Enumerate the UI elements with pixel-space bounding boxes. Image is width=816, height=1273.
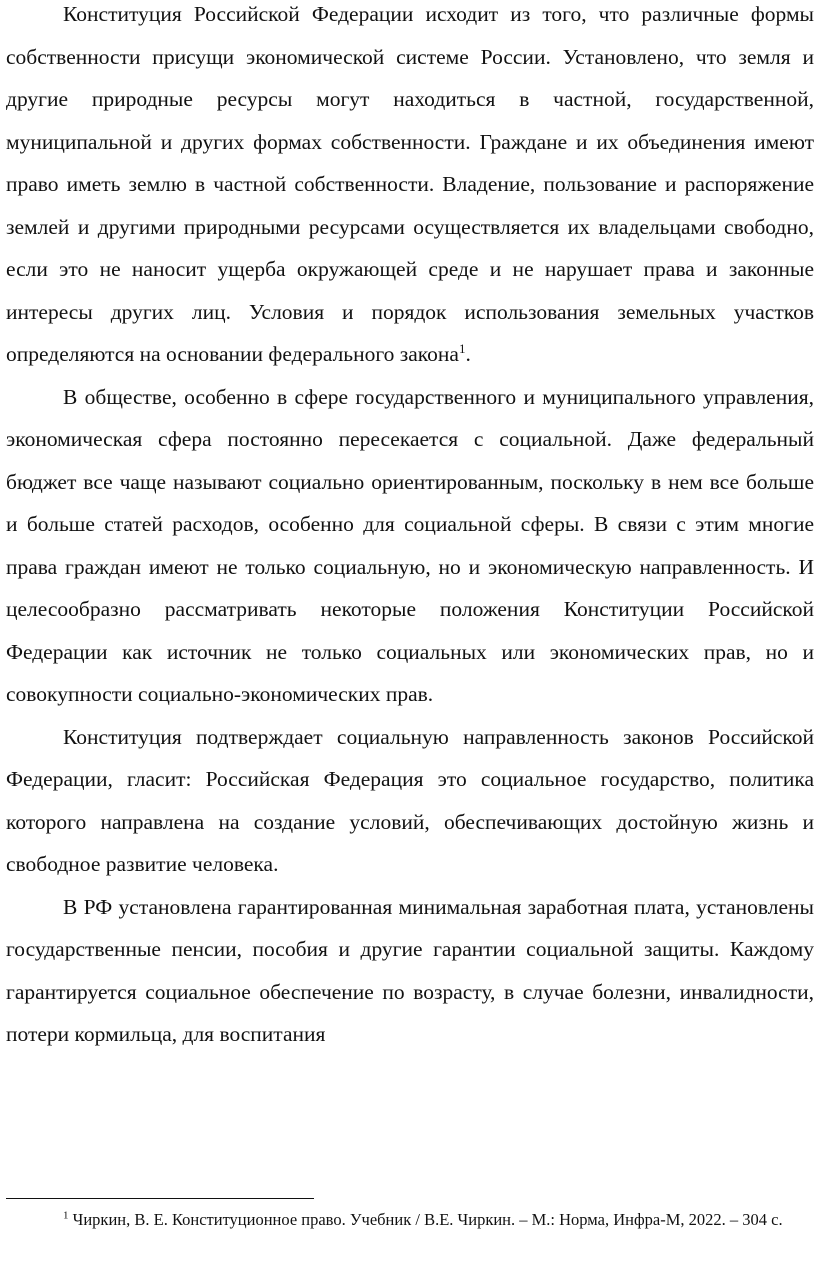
paragraph-text-end: . xyxy=(465,342,471,366)
paragraph xyxy=(6,376,814,716)
paragraph xyxy=(6,0,814,376)
paragraph xyxy=(6,886,814,1056)
paragraph-text: В обществе, особенно в сфере государственного и муниципального управления, экономическая сфера постоянно пересекается с социальной. Даже федеральный бюджет все чаще называют социально ориентированным, поскольку в нем все больше и больше статей расходов, особенно для социальной сферы. В связи с этим многие права граждан имеют не только социальную, но и экономическую направленность. И целесообразно рассматривать некоторые положения Конституции Российской Федерации как источник не только социальных или экономических прав, но и совокупности социально-экономических прав. xyxy=(6,384,814,706)
footnotes-section xyxy=(6,1198,814,1231)
paragraph-text: Конституция подтверждает социальную направленность законов Российской Федерации, гласит: Российская Федерация это социальное государство, политика которого направлена на создание условий, обеспечивающих достойную жизнь и свободное развитие человека. xyxy=(6,724,814,876)
footnote-number: 1 xyxy=(63,1209,69,1222)
footnote-separator xyxy=(6,1198,314,1199)
footnote-reference[interactable]: 1 xyxy=(458,340,466,356)
paragraph-text: Конституция Российской Федерации исходит из того, что различные формы собственности присущи экономической системе России. Установлено, что земля и другие природные ресурсы могут находиться в частной, государственной, муниципальной и других формах собственности. Граждане и их объединения имеют право иметь землю в частной собственности. Владение, пользование и распоряжение землей и другими природными ресурсами осуществляется их владельцами свободно, если это не наносит ущерба окружающей среде и не нарушает права и законные интересы других лиц. Условия и порядок использования земельных участков определяются на основании федерального закона xyxy=(6,2,814,366)
footnote-text: Чиркин, В. Е. Конституционное право. Учебник / В.Е. Чиркин. – М.: Норма, Инфра-М, 2022. – 304 с. xyxy=(72,1210,783,1229)
footnote xyxy=(6,1209,814,1231)
paragraph xyxy=(6,716,814,886)
paragraph-text: В РФ установлена гарантированная минимальная заработная плата, установлены государственные пенсии, пособия и другие гарантии социальной защиты. Каждому гарантируется социальное обеспечение по возрасту, в случае болезни, инвалидности, потери кормильца, для воспитания xyxy=(6,894,814,1046)
